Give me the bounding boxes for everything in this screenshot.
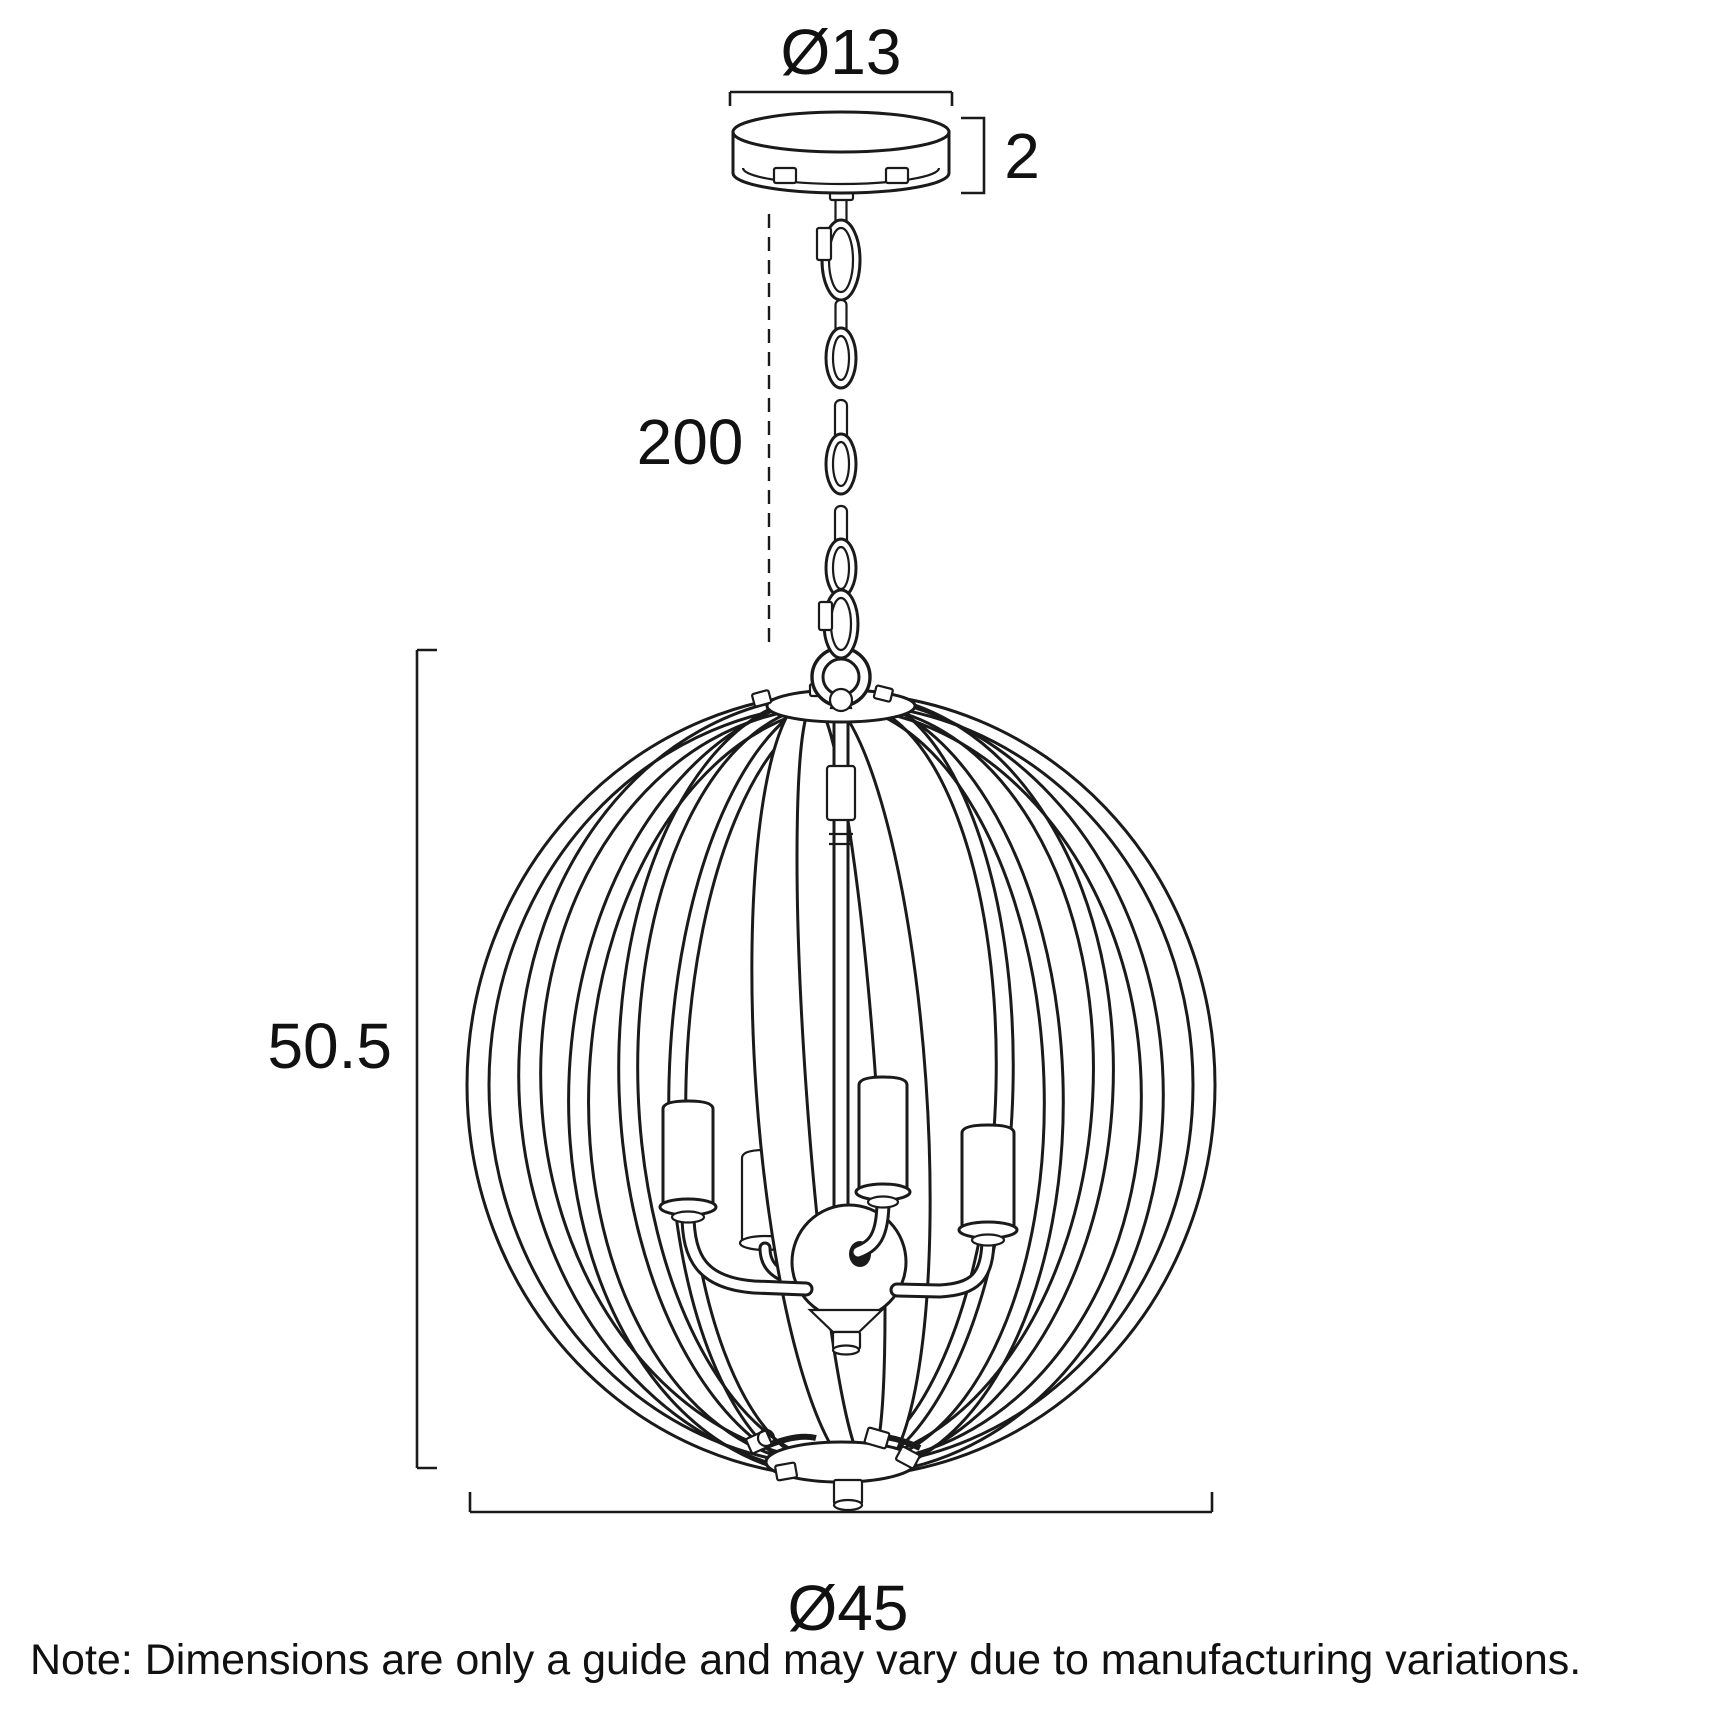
note-text: Note: Dimensions are only a guide and may vary due to manufacturing variations. bbox=[30, 1636, 1582, 1684]
orb-diameter-label: Ø45 bbox=[787, 1572, 909, 1644]
chain-link bbox=[826, 328, 856, 388]
chain-length-label: 200 bbox=[636, 406, 744, 478]
canopy-screw bbox=[886, 168, 908, 183]
ceiling-canopy bbox=[733, 112, 949, 200]
candle-right bbox=[959, 1125, 1017, 1246]
candle-center bbox=[856, 1077, 910, 1208]
canopy-diameter-label: Ø13 bbox=[780, 16, 902, 88]
canopy-height-label: 2 bbox=[1004, 120, 1040, 192]
chain-link bbox=[826, 539, 856, 597]
clip bbox=[775, 1462, 797, 1480]
clip bbox=[752, 690, 772, 707]
fixture-height-label: 50.5 bbox=[267, 1010, 392, 1082]
rod-collar bbox=[827, 766, 855, 820]
candle-left bbox=[660, 1101, 716, 1223]
chain-link bbox=[826, 434, 856, 494]
canopy-screw bbox=[774, 168, 796, 183]
clip bbox=[874, 685, 894, 702]
